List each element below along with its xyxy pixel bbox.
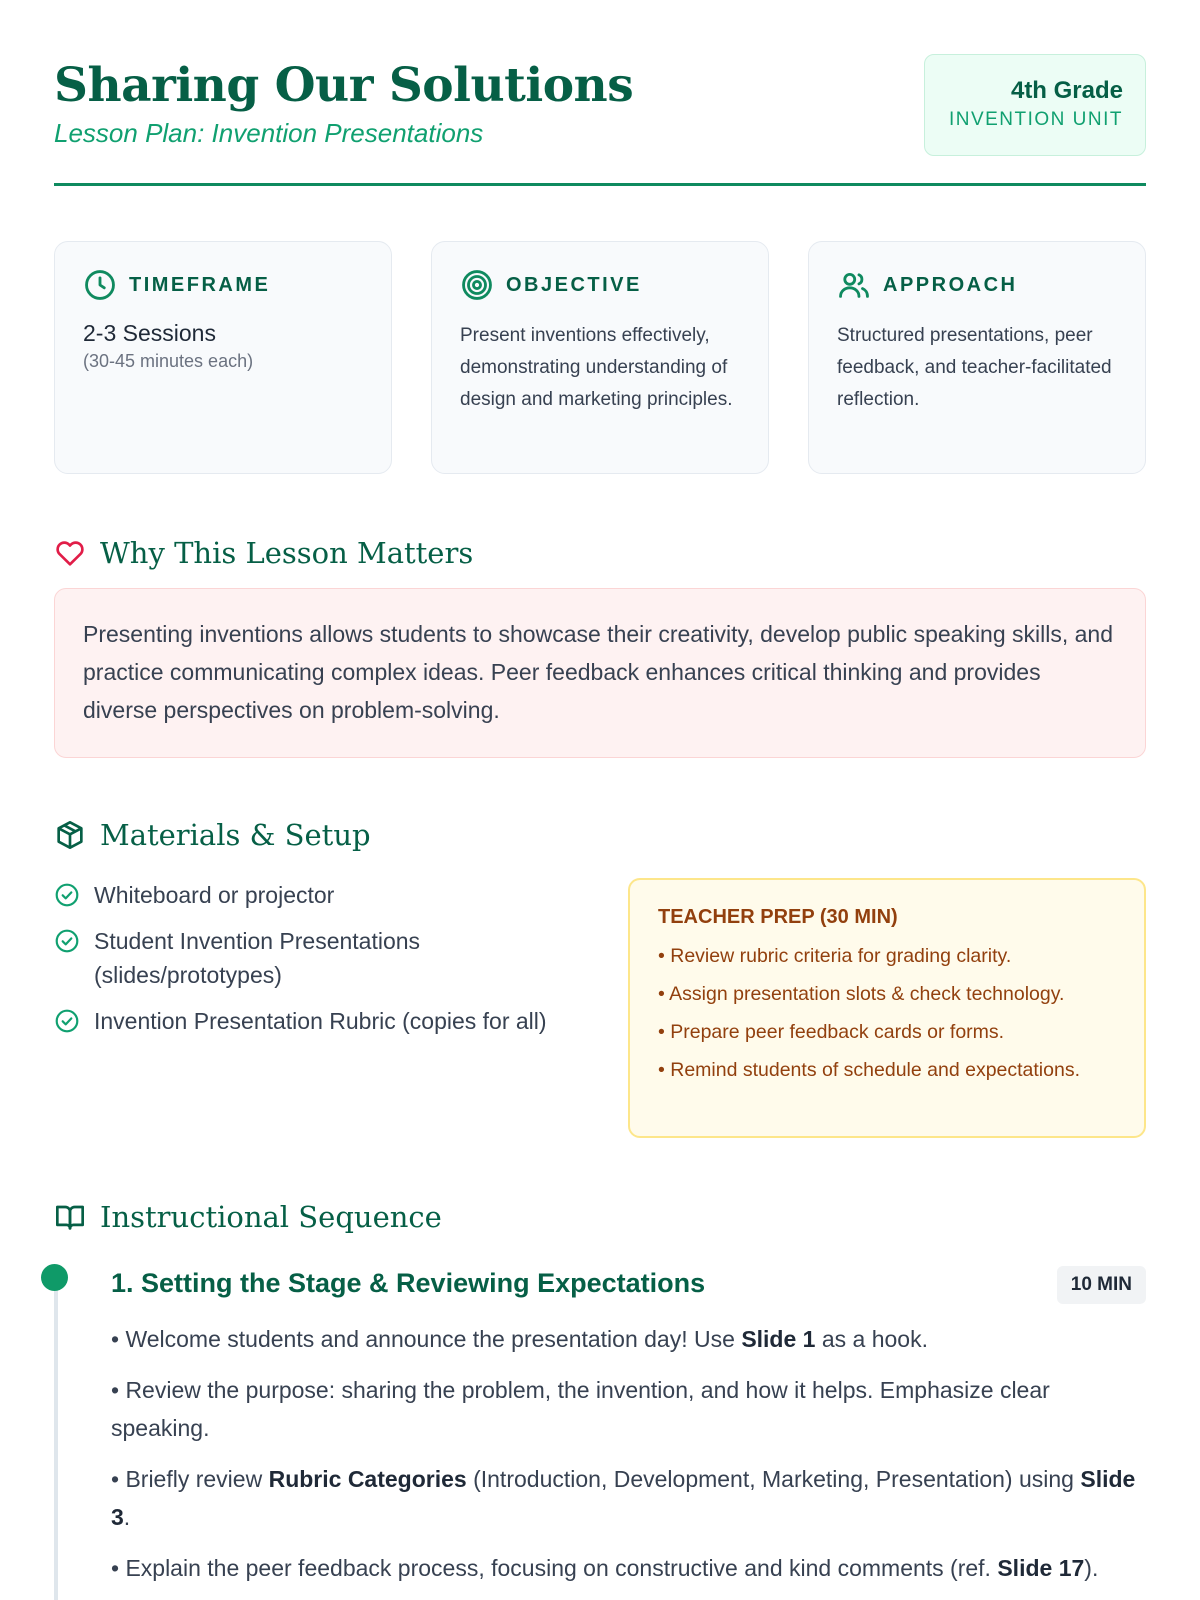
list-item: • Assign presentation slots & check technology. xyxy=(658,983,1065,1005)
step-title: 1. Setting the Stage & Reviewing Expectations xyxy=(111,1268,706,1298)
header xyxy=(54,54,1146,186)
page-title: Sharing Our Solutions xyxy=(54,58,634,113)
check-circle-icon xyxy=(54,1008,80,1034)
teacher-prep-list xyxy=(658,943,1118,1083)
list-item: • Remind students of schedule and expectations. xyxy=(658,1059,1081,1081)
page-subtitle: Lesson Plan: Invention Presentations xyxy=(54,118,484,148)
heart-icon xyxy=(54,537,86,569)
sequence-title: Instructional Sequence xyxy=(100,1200,442,1234)
unit-label: INVENTION UNIT xyxy=(948,109,1123,130)
why-section-header xyxy=(54,536,473,570)
step-bullets xyxy=(111,1320,1146,1600)
grade-label: 4th Grade xyxy=(1010,77,1123,104)
material-text: Whiteboard or projector xyxy=(94,882,335,908)
materials-list xyxy=(54,878,574,1050)
timeline-line xyxy=(54,1276,58,1600)
timeframe-value: 2-3 Sessions xyxy=(83,320,216,346)
book-open-icon xyxy=(54,1201,86,1233)
list-item: • Welcome students and announce the presentation day! Use Slide 1 as a hook. xyxy=(111,1326,928,1352)
objective-label: OBJECTIVE xyxy=(506,273,642,296)
material-text: Student Invention Presentations (slides/prototypes) xyxy=(94,928,421,988)
list-item xyxy=(54,1004,574,1038)
material-text: Invention Presentation Rubric (copies for all) xyxy=(94,1008,547,1034)
approach-label: APPROACH xyxy=(883,273,1018,296)
step-duration-badge: 10 MIN xyxy=(1057,1266,1146,1304)
users-icon xyxy=(837,268,871,302)
teacher-prep-title: TEACHER PREP (30 MIN) xyxy=(658,906,898,928)
materials-section-header xyxy=(54,818,371,852)
materials-title: Materials & Setup xyxy=(100,818,371,852)
approach-text: Structured presentations, peer feedback, and teacher-facilitated reflection. xyxy=(837,325,1112,410)
timeline-dot xyxy=(41,1264,68,1291)
target-icon xyxy=(460,268,494,302)
list-item: • Explain the peer feedback process, focusing on constructive and kind comments (ref. Slide 17). xyxy=(111,1555,1099,1581)
objective-card xyxy=(431,241,769,474)
why-box: Presenting inventions allows students to showcase their creativity, develop public speaking skills, and practice communicating complex ideas. Peer feedback enhances critical thinking and provides diverse perspectives on problem-solving. xyxy=(54,588,1146,758)
approach-card xyxy=(808,241,1146,474)
grade-badge xyxy=(924,54,1146,156)
timeframe-note: (30-45 minutes each) xyxy=(83,351,254,371)
list-item: • Briefly review Rubric Categories (Introduction, Development, Marketing, Presentation) using Slide 3. xyxy=(111,1466,1136,1530)
list-item xyxy=(54,878,574,912)
list-item xyxy=(54,924,574,992)
timeframe-label: TIMEFRAME xyxy=(129,273,271,296)
timeframe-card xyxy=(54,241,392,474)
teacher-prep-box xyxy=(628,878,1146,1138)
clock-icon xyxy=(83,268,117,302)
check-circle-icon xyxy=(54,882,80,908)
list-item: • Prepare peer feedback cards or forms. xyxy=(658,1021,1005,1043)
sequence-section-header xyxy=(54,1200,442,1234)
list-item: • Review rubric criteria for grading clarity. xyxy=(658,945,1012,967)
box-icon xyxy=(54,819,86,851)
objective-text: Present inventions effectively, demonstrating understanding of design and marketing principles. xyxy=(460,325,733,410)
why-title: Why This Lesson Matters xyxy=(100,536,474,570)
list-item: • Review the purpose: sharing the problem, the invention, and how it helps. Emphasize clear speaking. xyxy=(111,1377,1050,1441)
check-circle-icon xyxy=(54,928,80,954)
